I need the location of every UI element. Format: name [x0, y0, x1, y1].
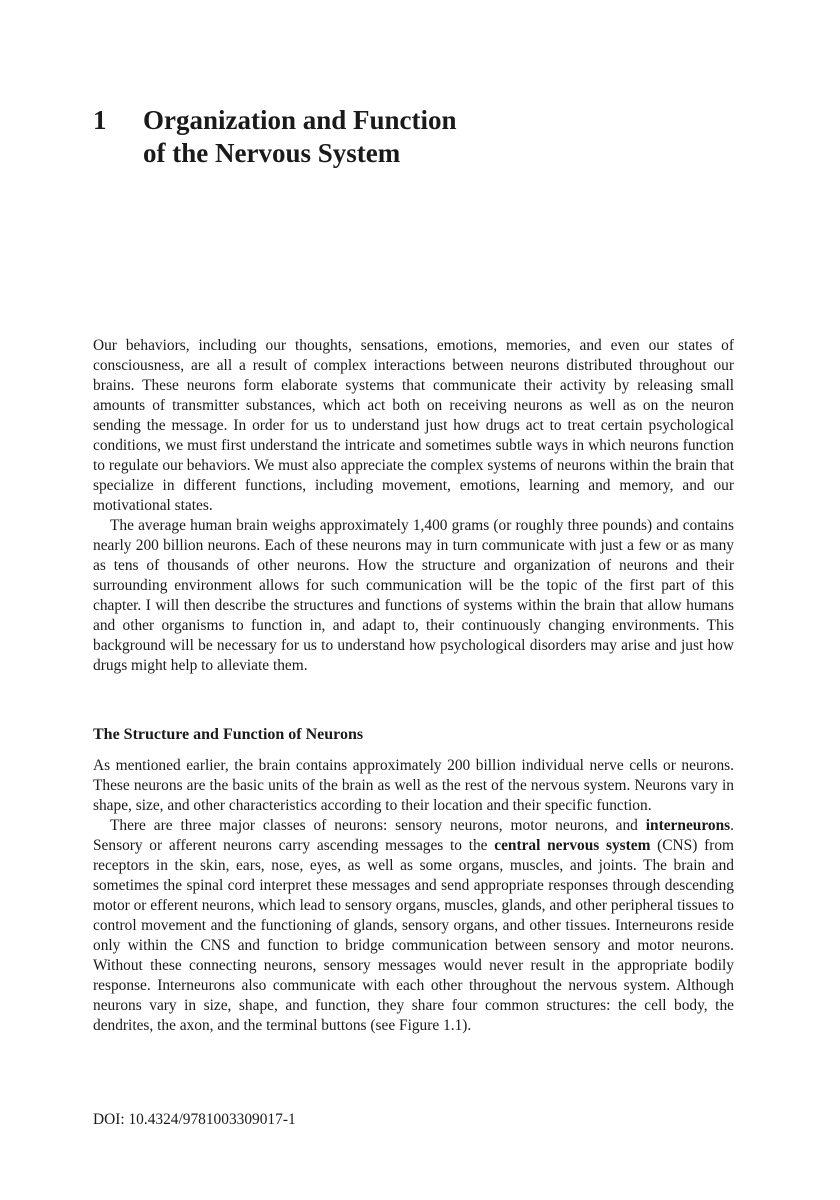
paragraph-text: There are three major classes of neurons: sensory neurons, motor neurons, and: [110, 817, 646, 834]
chapter-number: 1: [93, 105, 107, 135]
document-page: [93, 0, 734, 1200]
key-term-interneurons: interneurons: [645, 817, 731, 834]
paragraph-text: . Sensory or afferent neurons carry ascending messages to the: [93, 817, 734, 854]
key-term-central-nervous-system: central nervous system: [494, 837, 651, 854]
chapter-title-line-2: of the Nervous System: [143, 138, 401, 168]
section-heading: The Structure and Function of Neurons: [93, 726, 364, 743]
neurons-section: [93, 724, 734, 1036]
chapter-title: [143, 104, 583, 170]
intro-paragraph-2: The average human brain weighs approximately 1,400 grams (or roughly three pounds) and contains nearly 200 billion neurons. Each of these neurons may in turn communicate with just a few or as many as tens of thousands of other neurons. How the structure and organization of neurons and their surrounding environment allows for such communication will be the topic of the first part of this chapter. I will then describe the structures and functions of systems within the brain that allow humans and other organisms to function in, and adapt to, their continuously changing environments. This background will be necessary for us to understand how psychological disorders may arise and just how drugs might help to alleviate them.: [93, 517, 734, 674]
intro-paragraph-1: Our behaviors, including our thoughts, sensations, emotions, memories, and even our states of consciousness, are all a result of complex interactions between neurons distributed throughout our brains. These neurons form elaborate systems that communicate their activity by releasing small amounts of transmitter substances, which act both on receiving neurons as well as on the neuron sending the message. In order for us to understand just how drugs act to treat certain psychological conditions, we must first understand the intricate and sometimes subtle ways in which neurons function to regulate our behaviors. We must also appreciate the complex systems of neurons within the brain that specialize in different functions, including movement, emotions, learning and memory, and our motivational states.: [93, 337, 734, 514]
chapter-title-line-1: Organization and Function: [143, 105, 457, 135]
doi-footer: DOI: 10.4324/9781003309017-1: [93, 1111, 296, 1128]
intro-text: [93, 336, 734, 676]
chapter-heading: [93, 104, 734, 170]
paragraph-text: (CNS) from receptors in the skin, ears, nose, eyes, as well as some organs, muscles, and joints. The brain and sometimes the spinal cord interpret these messages and send appropriate responses through descending motor or efferent neurons, which lead to sensory organs, muscles, glands, and other peripheral tissues to control movement and the functioning of glands, sensory organs, and other tissues. Interneurons reside only within the CNS and function to bridge communication between sensory and motor neurons. Without these connecting neurons, sensory messages would never result in the appropriate bodily response. Interneurons also communicate with each other throughout the nervous system. Although neurons vary in size, shape, and function, they share four common structures: the cell body, the dendrites, the axon, and the terminal buttons (see Figure 1.1).: [93, 837, 734, 1034]
section-paragraph-1: As mentioned earlier, the brain contains approximately 200 billion individual nerve cells or neurons. These neurons are the basic units of the brain as well as the rest of the nervous system. Neurons vary in shape, size, and other characteristics according to their location and their specific function.: [93, 757, 734, 814]
section-paragraph-2: [93, 816, 734, 1036]
